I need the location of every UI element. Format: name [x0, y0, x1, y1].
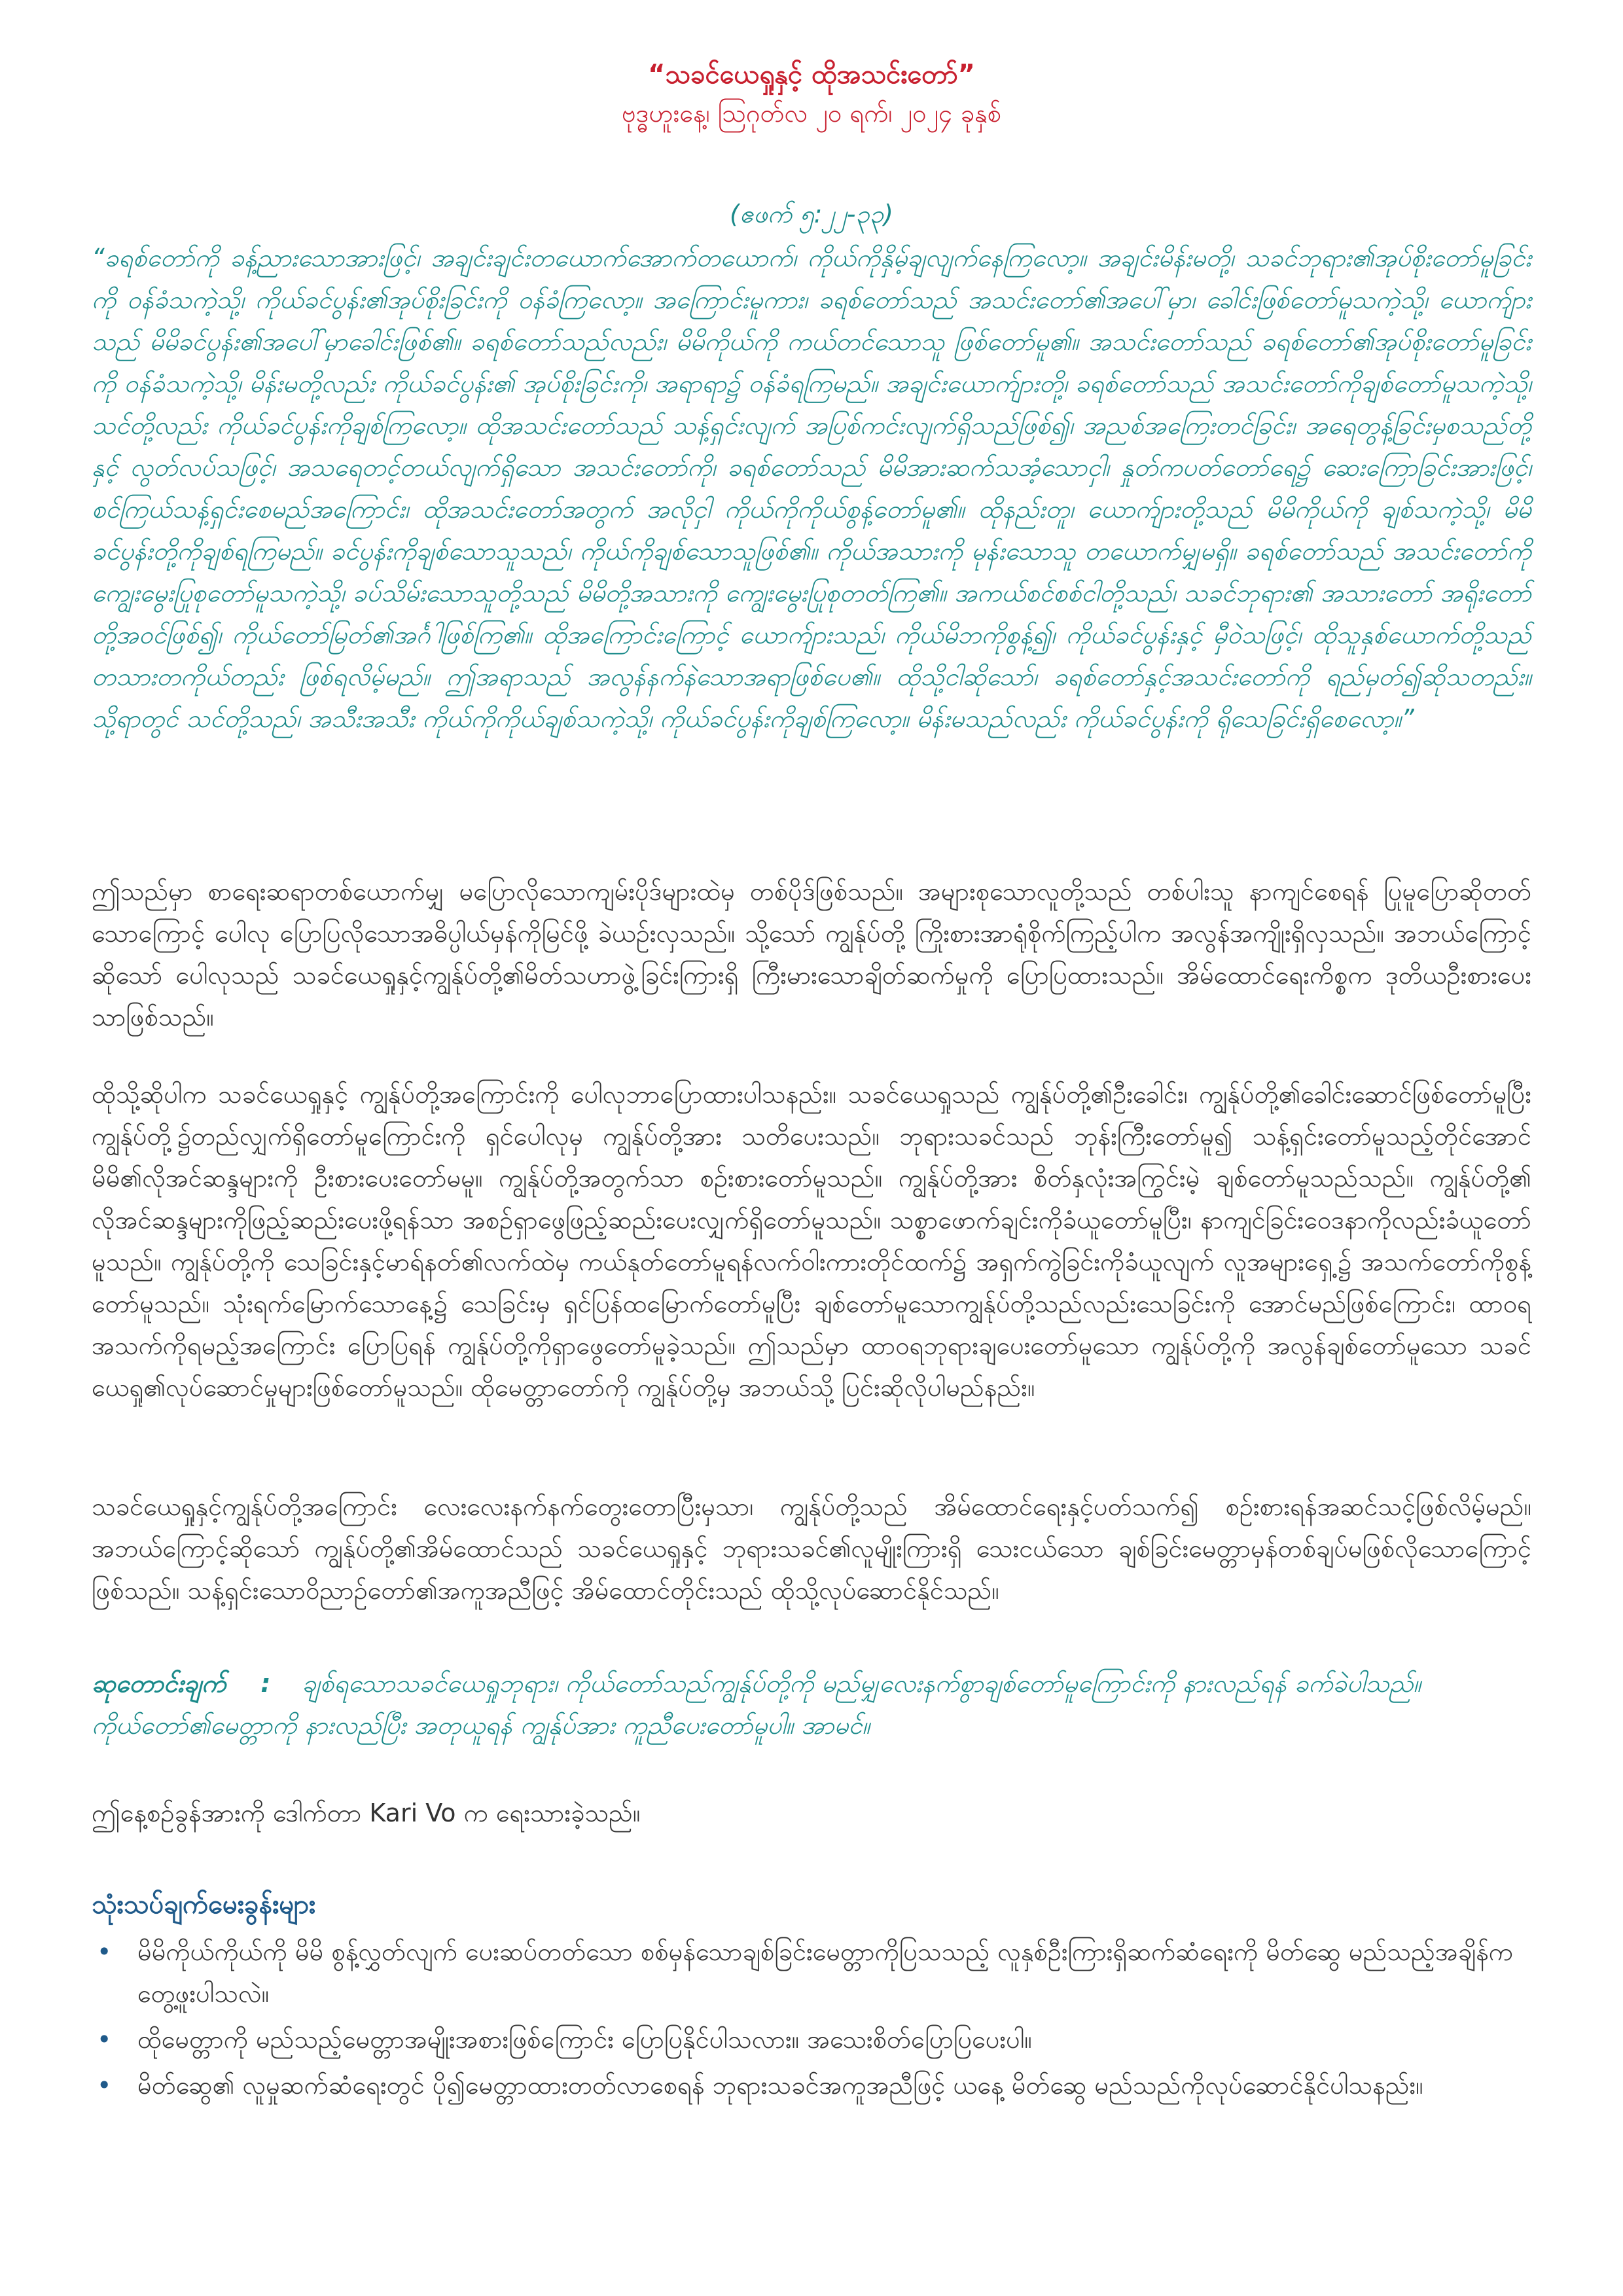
page-date: ဗုဒ္ဓဟူးနေ့၊ ဩဂုတ်လ ၂၀ ရက်၊ ၂၀၂၄ ခုနှစ် [621, 99, 1002, 128]
body-paragraph-1: ဤသည်မှာ စာရေးဆရာတစ်ယောက်မျှ မပြောလိုသောကျမ်းပိုဒ်များထဲမှ တစ်ပိုဒ်ဖြစ်သည်။ အများစုသောလူတို့သည် တစ်ပါးသူ နာကျင်စေရန် ပြုမူပြောဆိုတတ်သောကြောင့် ပေါလု ပြောပြလိုသောအဓိပ္ပါယ်မှန်ကိုမြင်ဖို့ ခဲယဉ်းလှသည်။ သို့သော် ကျွန်ုပ်တို့ ကြိုးစားအာရုံစိုက်ကြည့်ပါက အလွန်အကျိုးရှိလှသည်။ အဘယ်ကြောင့်ဆိုသော် ပေါလုသည် သခင်ယေရှုနှင့်ကျွန်ုပ်တို့၏မိတ်သဟာဖွဲ့ခြင်းကြားရှိ ကြီးမားသောချိတ်ဆက်မှုကို ပြောပြထားသည်။ အိမ်ထောင်ရေးကိစ္စက ဒုတိယဦးစားပေးသာဖြစ်သည်။ [92, 877, 1531, 1031]
question-text: ထိုမေတ္တာကို မည်သည့်မေတ္တာအမျိုးအစားဖြစ်ကြောင်း ပြောပြနိုင်ပါသလား။ အသေးစိတ်ပြောပြပေးပါ။ [137, 2025, 1032, 2054]
bullet-icon: • [97, 2025, 112, 2054]
prayer-text: ချစ်ရသောသခင်ယေရှုဘုရား၊ ကိုယ်တော်သည်ကျွန်ုပ်တို့ကို မည်မျှလေးနက်စွာချစ်တော်မူကြောင်းကို နားလည်ရန် ခက်ခဲပါသည်။ ကိုယ်တော်၏မေတ္တာကို နားလည်ပြီး အတုယူရန် ကျွန်ုပ်အား ကူညီပေးတော်မူပါ။ အာမင်။ [92, 1669, 1421, 1740]
body-paragraph-2: ထိုသို့ဆိုပါက သခင်ယေရှုနှင့် ကျွန်ုပ်တို့အကြောင်းကို ပေါလုဘာပြောထားပါသနည်း။ သခင်ယေရှုသည် ကျွန်ုပ်တို့၏ဦးခေါင်း၊ ကျွန်ုပ်တို့၏ခေါင်းဆောင်ဖြစ်တော်မူပြီး ကျွန်ုပ်တို့၌တည်လျှက်ရှိတော်မူကြောင်းကို ရှင်ပေါလုမှ ကျွန်ုပ်တို့အား သတိပေးသည်။ ဘုရားသခင်သည် ဘုန်းကြီးတော်မူ၍ သန့်ရှင်းတော်မူသည့်တိုင်အောင် မိမိ၏လိုအင်ဆန္ဒများကို ဦးစားပေးတော်မမူ။ ကျွန်ုပ်တို့အတွက်သာ စဉ်းစားတော်မူသည်။ ကျွန်ုပ်တို့အား စိတ်နှလုံးအကြွင်းမဲ့ ချစ်တော်မူသည်သည်။ ကျွန်ုပ်တို့၏ လိုအင်ဆန္ဒများကိုဖြည့်ဆည်းပေးဖို့ရန်သာ အစဉ်ရှာဖွေဖြည့်ဆည်းပေးလျှက်ရှိတော်မူသည်။ သစ္စာဖောက်ချင်းကိုခံယူတော်မူပြီး၊ နာကျင်ခြင်းဝေဒနာကိုလည်းခံယူတော်မူသည်။ ကျွန်ုပ်တို့ကို သေခြင်းနှင့်မာရ်နတ်၏လက်ထဲမှ ကယ်နုတ်တော်မူရန်လက်ဝါးကားတိုင်ထက်၌ အရှက်ကွဲခြင်းကိုခံယူလျက် လူအများရှေ့၌ အသက်တော်ကိုစွန့်တော်မူသည်။ သုံးရက်မြောက်သောနေ့၌ သေခြင်းမှ ရှင်ပြန်ထမြောက်တော်မူပြီး ချစ်တော်မူသောကျွန်ုပ်တို့သည်လည်းသေခြင်းကို အောင်မည်ဖြစ်ကြောင်း၊ ထာဝရအသက်ကိုရမည့်အကြောင်း ပြောပြရန် ကျွန်ုပ်တို့ကိုရှာဖွေတော်မူခဲ့သည်။ ဤသည်မှာ ထာဝရဘုရားချပေးတော်မူသော ကျွန်ုပ်တို့ကို အလွန်ချစ်တော်မူသော သခင်ယေရှု၏လုပ်ဆောင်မှုများဖြစ်တော်မူသည်။ ထိုမေတ္တာတော်ကို ကျွန်ုပ်တို့မှ အဘယ်သို့ ပြင်းဆိုလိုပါမည်နည်း။ [92, 1080, 1531, 1402]
list-item [92, 1931, 1531, 2015]
list-item [92, 2018, 1531, 2060]
author-line: ဤနေ့စဉ်ခွန်အားကို ဒေါက်တာ Kari Vo က ရေးသားခဲ့သည်။ [92, 1799, 641, 1827]
questions-heading: သုံးသပ်ချက်မေးခွန်းများ [92, 1890, 316, 1920]
question-text: မိမိကိုယ်ကိုယ်ကို မိမိ စွန့်လွှတ်လျက် ပေးဆပ်တတ်သော စစ်မှန်သောချစ်ခြင်းမေတ္တာကိုပြသသည့် လူနှစ်ဦးကြားရှိဆက်ဆံရေးကို မိတ်ဆွေ မည်သည့်အချိန်က တွေ့ဖူးပါသလဲ။ [137, 1937, 1513, 2008]
body-paragraph-3: သခင်ယေရှုနှင့်ကျွန်ုပ်တို့အကြောင်း လေးလေးနက်နက်တွေးတောပြီးမှသာ၊ ကျွန်ုပ်တို့သည် အိမ်ထောင်ရေးနှင့်ပတ်သက်၍ စဉ်းစားရန်အဆင်သင့်ဖြစ်လိမ့်မည်။ အဘယ်ကြောင့်ဆိုသော် ကျွန်ုပ်တို့၏အိမ်ထောင်သည် သခင်ယေရှုနှင့် ဘုရားသခင်၏လူမျိုးကြားရှိ သေးငယ်သော ချစ်ခြင်းမေတ္တာမှန်တစ်ချပ်မဖြစ်လိုသောကြောင့်ဖြစ်သည်။ သန့်ရှင်းသောဝိညာဉ်တော်၏အကူအညီဖြင့် အိမ်ထောင်တိုင်းသည် ထိုသို့လုပ်ဆောင်နိုင်သည်။ [92, 1492, 1531, 1605]
scripture-reference: (ဧဖက် ၅:၂၂-၃၃) [730, 200, 893, 228]
bullet-icon: • [97, 2071, 112, 2100]
prayer-label [92, 1669, 270, 1698]
question-text: မိတ်ဆွေ၏ လူမှုဆက်ဆံရေးတွင် ပို၍မေတ္တာထားတတ်လာစေရန် ဘုရားသခင်အကူအညီဖြင့် ယနေ့ မိတ်ဆွေ မည်သည်ကိုလုပ်ဆောင်နိုင်ပါသနည်း။ [137, 2071, 1423, 2100]
list-item [92, 2064, 1531, 2106]
questions-list [92, 1931, 1531, 2110]
prayer-block [92, 1662, 1531, 1746]
scripture-passage: “ခရစ်တော်ကို ခန့်ညားသောအားဖြင့်၊ အချင်းချင်းတယောက်အောက်တယောက်၊ ကိုယ်ကိုနှိမ့်ချလျက်နေကြလော့။ အချင်းမိန်းမတို့၊ သခင်ဘုရား၏အုပ်စိုးတော်မူခြင်းကို ဝန်ခံသကဲ့သို့၊ ကိုယ်ခင်ပွန်း၏အုပ်စိုးခြင်းကို ဝန်ခံကြလော့။ အကြောင်းမူကား၊ ခရစ်တော်သည် အသင်းတော်၏အပေါ်မှာ၊ ခေါင်းဖြစ်တော်မူသကဲ့သို့၊ ယောက်ျားသည် မိမိခင်ပွန်း၏အပေါ်မှာခေါင်းဖြစ်၏။ ခရစ်တော်သည်လည်း၊ မိမိကိုယ်ကို ကယ်တင်သောသူ ဖြစ်တော်မူ၏။ အသင်းတော်သည် ခရစ်တော်၏အုပ်စိုးတော်မူခြင်းကို ဝန်ခံသကဲ့သို့၊ မိန်းမတို့လည်း ကိုယ်ခင်ပွန်း၏ အုပ်စိုးခြင်းကို၊ အရာရာ၌ ဝန်ခံရကြမည်။ အချင်းယောက်ျားတို့၊ ခရစ်တော်သည် အသင်းတော်ကိုချစ်တော်မူသကဲ့သို့၊ သင်တို့လည်း ကိုယ်ခင်ပွန်းကိုချစ်ကြလော့။ ထိုအသင်းတော်သည် သန့်ရှင်းလျက် အပြစ်ကင်းလျက်ရှိသည်ဖြစ်၍၊ အညစ်အကြေးတင်ခြင်း၊ အရေတွန့်ခြင်းမှစသည်တို့နှင့် လွတ်လပ်သဖြင့်၊ အသရေတင့်တယ်လျက်ရှိသော အသင်းတော်ကို၊ ခရစ်တော်သည် မိမိအားဆက်သအံ့သောငှါ၊ နှုတ်ကပတ်တော်ရေ၌ ဆေးကြောခြင်းအားဖြင့်၊ စင်ကြယ်သန့်ရှင်းစေမည်အကြောင်း၊ ထိုအသင်းတော်အတွက် အလိုငှါ ကိုယ်ကိုကိုယ်စွန့်တော်မူ၏။ ထိုနည်းတူ၊ ယောက်ျားတို့သည် မိမိကိုယ်ကို ချစ်သကဲ့သို့၊ မိမိခင်ပွန်းတို့ကိုချစ်ရကြမည်။ ခင်ပွန်းကိုချစ်သောသူသည်၊ ကိုယ်ကိုချစ်သောသူဖြစ်၏။ ကိုယ်အသားကို မုန်းသောသူ တယောက်မျှမရှိ။ ခရစ်တော်သည် အသင်းတော်ကို ကျွေးမွေးပြုစုတော်မူသကဲ့သို့၊ ခပ်သိမ်းသောသူတို့သည် မိမိတို့အသားကို ကျွေးမွေးပြုစုတတ်ကြ၏။ အကယ်စင်စစ်ငါတို့သည်၊ သခင်ဘုရား၏ အသားတော် အရိုးတော်တို့အဝင်ဖြစ်၍၊ ကိုယ်တော်မြတ်၏အင်္ဂါဖြစ်ကြ၏။ ထိုအကြောင်းကြောင့် ယောက်ျားသည်၊ ကိုယ်မိဘကိုစွန့်၍၊ ကိုယ်ခင်ပွန်းနှင့် မှီဝဲသဖြင့်၊ ထိုသူနှစ်ယောက်တို့သည်တသားတကိုယ်တည်း ဖြစ်ရလိမ့်မည်။ ဤအရာသည် အလွန်နက်နဲသောအရာဖြစ်ပေ၏။ ထိုသို့ငါဆိုသော်၊ ခရစ်တော်နှင့်အသင်းတော်ကို ရည်မှတ်၍ဆိုသတည်း။ သို့ရာတွင် သင်တို့သည်၊ အသီးအသီး ကိုယ်ကိုကိုယ်ချစ်သကဲ့သို့၊ ကိုယ်ခင်ပွန်းကိုချစ်ကြလော့။ မိန်းမသည်လည်း ကိုယ်ခင်ပွန်းကို ရိုသေခြင်းရှိစေလော့။” [92, 243, 1531, 733]
page-title: “သခင်ယေရှုနှင့် ထိုအသင်းတော်” [648, 60, 975, 90]
bullet-icon: • [97, 1937, 112, 1966]
prayer-colon: : [260, 1669, 271, 1698]
prayer-label-text: ဆုတောင်းချက် [92, 1669, 226, 1698]
